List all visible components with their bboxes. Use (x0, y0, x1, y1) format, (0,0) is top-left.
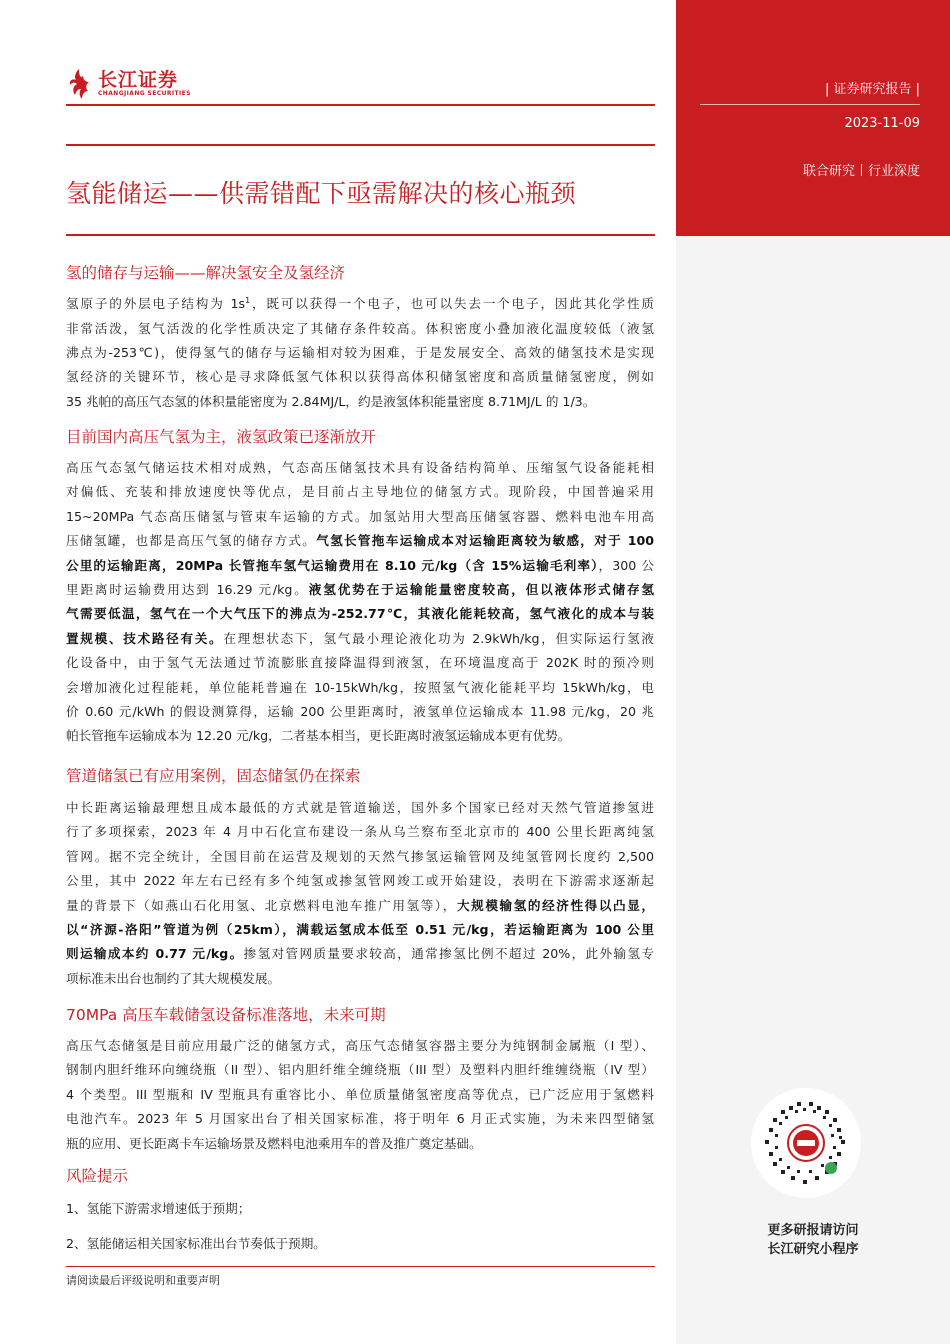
report-date: 2023-11-09 (844, 116, 920, 131)
risk-item: 1、氢能下游需求增速低于预期； (66, 1201, 251, 1216)
paragraph-line: 15~20MPa 气态高压储氢与管束车运输的方式。加氢站用大型高压储氢容器、燃料电池车用高 (66, 508, 654, 524)
paragraph-line: 高压气态储氢是目前应用最广泛的储氢方式，高压气态储氢容器主要分为纯钢制金属瓶（I 型）、 (66, 1038, 654, 1053)
paragraph-line: 项标准未出台也制约了其大规模发展。 (66, 970, 281, 986)
paragraph-line: 瓶的应用、更长距离卡车运输场景及燃料电池乘用车的普及推广奠定基础。 (66, 1135, 482, 1151)
paragraph-line: 35 兆帕的高压气态氢的体积量能密度为 2.84MJ/L，约是液氢体积能量密度 8.71MJ/L 的 1/3。 (66, 393, 596, 409)
paragraph-line: 化设备中，由于氢气无法通过节流膨胀直接降温得到液氢，在环境温度高于 202K 时的预冷则 (66, 655, 654, 671)
paragraph-line: 电池汽车。2023 年 5 月国家出台了相关国家标准，将于明年 6 月正式实施，为未来四型储氢 (66, 1111, 654, 1127)
report-type-label: | 证券研究报告 | (824, 82, 920, 97)
paragraph-line: 置规模、技术路径有关。在理想状态下，氢气最小理论液化功为 2.9kWh/kg，但实际运行氢液 (66, 630, 654, 646)
paragraph-line: 压储氢罐，也都是高压气氢的储存方式。气氢长管拖车运输成本对运输距离较为敏感，对于 100 (66, 533, 654, 549)
brand-name-en: CHANGJIANG SECURITIES (98, 90, 191, 97)
header-rule (66, 104, 655, 106)
brand-mark-icon (66, 67, 92, 101)
qr-caption-line-2: 长江研究小程序 (767, 1242, 859, 1257)
section-paragraph (66, 796, 654, 991)
paragraph-line: 公里的运输距离，20MPa 长管拖车氢气运输费用在 8.10 元/kg（含 15%运输毛利率），300 公 (66, 557, 654, 573)
paragraph-line: 非常活泼，氢气活泼的化学性质决定了其储存条件较高。体积密度小叠加液化温度较低（液氢 (66, 320, 654, 336)
section-heading: 氢的储存与运输——解决氢安全及氢经济 (66, 264, 346, 282)
title-top-rule (66, 144, 655, 146)
qr-code[interactable] (751, 1088, 861, 1198)
section-heading: 管道储氢已有应用案例，固态储氢仍在探索 (66, 767, 361, 785)
paragraph-line: 以“济源-洛阳”管道为例（25km），满载运氢成本低至 0.51 元/kg，若运输距离为 100 公里 (66, 922, 654, 938)
paragraph-line: 公里，其中 2022 年左右已经有多个纯氢或掺氢管网竣工或开始建设，表明在下游需求逐渐起 (66, 873, 654, 889)
paragraph-line: 价 0.60 元/kWh 的假设测算得，运输 200 公里距离时，液氢单位运输成本 11.98 元/kg，20 兆 (66, 704, 654, 720)
brand-name-cn: 长江证券 (98, 69, 179, 91)
paragraph-line: 沸点为-253℃)，使得氢气的储存与运输相对较为困难，于是发展安全、高效的储氢技术是实现 (66, 345, 654, 360)
paragraph-line: 管网。据不完全统计，全国目前在运营及规划的天然气掺氢运输管网及纯氢管网长度约 2,500 (66, 848, 654, 864)
footer-rule (66, 1266, 655, 1267)
qr-caption-line-1: 更多研报请访问 (767, 1223, 859, 1238)
section-paragraph (66, 289, 654, 414)
title-bottom-rule (66, 234, 655, 236)
paragraph-line: 中长距离运输最理想且成本最低的方式就是管道输送，国外多个国家已经对天然气管道掺氢进 (66, 800, 654, 815)
paragraph-line: 量的背景下（如燕山石化用氢、北京燃料电池车推广用氢等），大规模输氢的经济性得以凸显， (66, 897, 655, 913)
section-paragraph (66, 1034, 654, 1156)
paragraph-line: 氢原子的外层电子结构为 $1s^1$，既可以获得一个电子，也可以失去一个电子，因此其化学性质 (66, 296, 655, 312)
brand-logo (66, 64, 191, 104)
paragraph-line: 帕长管拖车运输成本为 12.20 元/kg，二者基本相当，更长距离时液氢运输成本更有优势。 (66, 728, 571, 744)
paragraph-line: 则运输成本约 0.77 元/kg。掺氢对管网质量要求较高，通常掺氢比例不超过 20%，此外输氢专 (66, 946, 654, 962)
paragraph-line: 会增加液化过程能耗，单位能耗普遍在 10-15kWh/kg，按照氢气液化能耗平均 15kWh/kg，电 (66, 679, 654, 695)
paragraph-line: 钢制内胆纤维环向缠绕瓶（II 型）、铝内胆纤维全缠绕瓶（III 型）及塑料内胆纤维缠绕瓶（IV 型） (66, 1062, 654, 1078)
section-heading: 目前国内高压气氢为主，液氢政策已逐渐放开 (66, 428, 377, 446)
report-title: 氢能储运——供需错配下亟需解决的核心瓶颈 (66, 179, 577, 208)
footer-disclaimer: 请阅读最后评级说明和重要声明 (66, 1274, 220, 1287)
paragraph-line: 氢经济的关键环节，核心是寻求降低氢气体积以获得高体积储氢密度和高质量储氢密度，例如 (66, 369, 654, 385)
section-heading: 70MPa 高压车载储氢设备标准落地，未来可期 (66, 1006, 386, 1024)
paragraph-line: 气需要低温，氢气在一个大气压下的沸点为-252.77℃，其液化能耗较高，氢气液化的成本与装 (66, 606, 654, 622)
risk-item: 2、氢能储运相关国家标准出台节奏低于预期。 (66, 1236, 326, 1251)
sidebar-rule (700, 104, 920, 105)
risk-heading: 风险提示 (66, 1167, 129, 1185)
paragraph-line: 高压气态氢气储运技术相对成熟，气态高压储氢技术具有设备结构简单、压缩氢气设备能耗相 (66, 460, 654, 475)
qr-code-icon (751, 1088, 861, 1198)
paragraph-line: 里距离时运输费用达到 16.29 元/kg。液氢优势在于运输能量密度较高，但以液体形式储存氢 (66, 582, 655, 598)
sidebar-header-block (676, 0, 950, 236)
paragraph-line: 对偏低、充装和排放速度快等优点，是目前占主导地位的储氢方式。现阶段，中国普遍采用 (66, 484, 654, 500)
paragraph-line: 行了多项探索，2023 年 4 月中石化宣布建设一条从乌兰察布至北京市的 400 公里长距离纯氢 (66, 824, 654, 840)
sidebar (676, 0, 950, 1344)
section-paragraph (66, 456, 654, 749)
report-category: 联合研究丨行业深度 (802, 164, 920, 179)
paragraph-line: 4 个类型。III 型瓶和 IV 型瓶具有重容比小、单位质量储氢密度高等优点，已广泛应用于氢燃料 (66, 1086, 654, 1102)
